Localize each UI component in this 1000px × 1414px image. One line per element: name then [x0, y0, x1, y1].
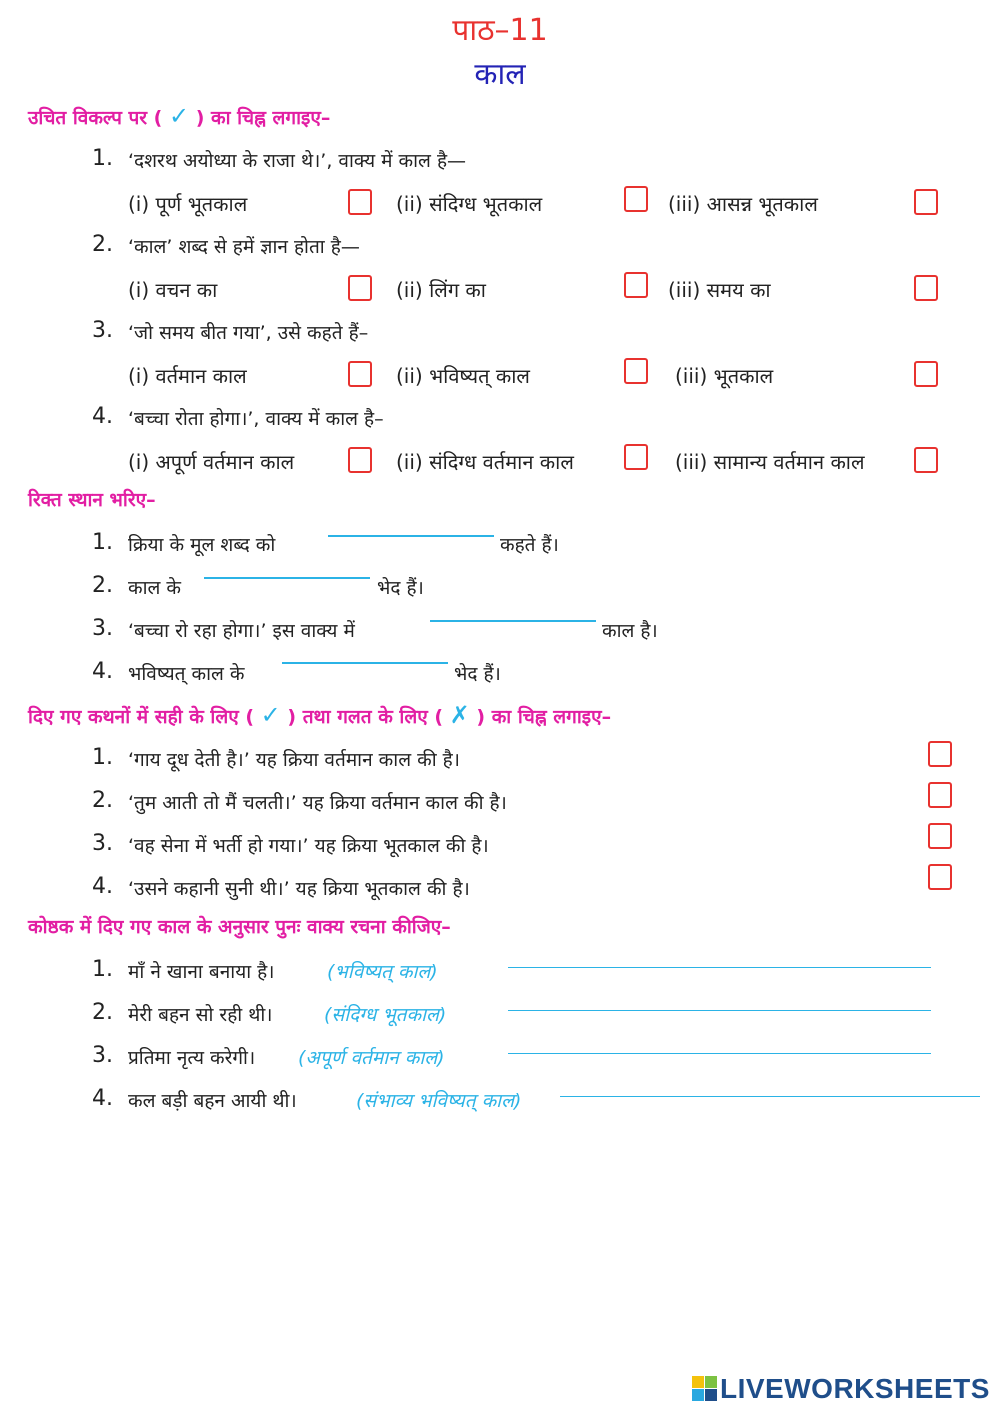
question-number: 4.: [92, 1086, 113, 1111]
liveworksheets-grid-icon: [692, 1376, 718, 1402]
statement-text: ‘वह सेना में भर्ती हो गया।’ यह क्रिया भूतकाल की है।: [128, 835, 489, 857]
check-icon: ✓: [168, 102, 190, 130]
question-text: ‘काल’ शब्द से हमें ज्ञान होता है—: [128, 236, 360, 258]
true-false-box[interactable]: [928, 823, 952, 849]
question-number: 2.: [92, 573, 113, 598]
question-number: 2.: [92, 788, 113, 813]
cross-icon: ✗: [449, 701, 470, 729]
true-false-box[interactable]: [928, 782, 952, 808]
option-label: (iii) समय का: [668, 278, 771, 302]
statement-text: ‘उसने कहानी सुनी थी।’ यह क्रिया भूतकाल की है।: [128, 878, 470, 900]
sentence-before: काल के: [128, 577, 182, 599]
statement-text: ‘तुम आती तो मैं चलती।’ यह क्रिया वर्तमान काल की है।: [128, 792, 507, 814]
page-subtitle: काल: [474, 57, 526, 92]
page-title: पाठ–11: [452, 13, 548, 48]
liveworksheets-logo: [692, 1373, 990, 1405]
answer-input[interactable]: [508, 1010, 931, 1011]
option-label: (ii) लिंग का: [396, 278, 486, 302]
answer-input[interactable]: [508, 1053, 931, 1054]
answer-checkbox[interactable]: [914, 189, 938, 215]
sentence-text: मेरी बहन सो रही थी।: [128, 1004, 273, 1026]
true-false-box[interactable]: [928, 741, 952, 767]
question-number: 1.: [92, 957, 113, 982]
sentence-text: माँ ने खाना बनाया है।: [128, 961, 275, 983]
question-number: 3.: [92, 831, 113, 856]
answer-checkbox[interactable]: [914, 447, 938, 473]
section3-heading-post: ) का चिह्न लगाइए–: [476, 706, 612, 728]
tense-hint: (संभाव्य भविष्यत् काल): [356, 1090, 522, 1112]
sentence-after: काल है।: [602, 620, 658, 642]
answer-checkbox[interactable]: [624, 444, 648, 470]
answer-checkbox[interactable]: [348, 275, 372, 301]
option-label: (iii) भूतकाल: [675, 364, 774, 388]
answer-checkbox[interactable]: [348, 447, 372, 473]
statement-text: ‘गाय दूध देती है।’ यह क्रिया वर्तमान काल की है।: [128, 749, 460, 771]
sentence-after: कहते हैं।: [500, 534, 559, 556]
question-number: 2.: [92, 1000, 113, 1025]
answer-checkbox[interactable]: [624, 358, 648, 384]
true-false-box[interactable]: [928, 864, 952, 890]
question-number: 1.: [92, 146, 113, 171]
option-label: (i) पूर्ण भूतकाल: [128, 192, 248, 216]
sentence-after: भेद हैं।: [454, 663, 501, 685]
question-number: 4.: [92, 659, 113, 684]
answer-checkbox[interactable]: [914, 361, 938, 387]
answer-input[interactable]: [508, 967, 931, 968]
sentence-text: कल बड़ी बहन आयी थी।: [128, 1090, 297, 1112]
fill-blank-input[interactable]: [328, 535, 494, 537]
option-label: (ii) संदिग्ध वर्तमान काल: [396, 450, 574, 474]
section3-heading-mid: ) तथा गलत के लिए (: [287, 706, 444, 728]
question-number: 3.: [92, 616, 113, 641]
section2-heading: रिक्त स्थान भरिए–: [28, 489, 156, 511]
section3-heading-pre: दिए गए कथनों में सही के लिए (: [28, 706, 255, 728]
option-label: (ii) भविष्यत् काल: [396, 364, 530, 388]
fill-blank-input[interactable]: [282, 662, 448, 664]
tense-hint: (अपूर्ण वर्तमान काल): [298, 1047, 445, 1069]
sentence-before: ‘बच्चा रो रहा होगा।’ इस वाक्य में: [128, 620, 355, 642]
question-number: 4.: [92, 874, 113, 899]
question-number: 3.: [92, 318, 113, 343]
section1-heading-post: ) का चिह्न लगाइए–: [195, 107, 331, 129]
answer-checkbox[interactable]: [914, 275, 938, 301]
question-number: 2.: [92, 232, 113, 257]
fill-blank-input[interactable]: [430, 620, 596, 622]
answer-checkbox[interactable]: [624, 186, 648, 212]
section1-heading-pre: उचित विकल्प पर (: [28, 107, 163, 129]
tense-hint: (भविष्यत् काल): [327, 961, 438, 983]
section4-heading: कोष्ठक में दिए गए काल के अनुसार पुनः वाक्य रचना कीजिए–: [28, 916, 451, 938]
sentence-before: भविष्यत् काल के: [128, 663, 245, 685]
answer-input[interactable]: [560, 1096, 980, 1097]
sentence-text: प्रतिमा नृत्य करेगी।: [128, 1047, 256, 1069]
option-label: (i) वर्तमान काल: [128, 364, 247, 388]
question-number: 3.: [92, 1043, 113, 1068]
logo-text: LIVEWORKSHEETS: [720, 1373, 990, 1404]
question-number: 1.: [92, 745, 113, 770]
question-number: 1.: [92, 530, 113, 555]
answer-checkbox[interactable]: [624, 272, 648, 298]
option-label: (iii) आसन्न भूतकाल: [668, 192, 818, 216]
tense-hint: (संदिग्ध भूतकाल): [324, 1004, 447, 1026]
question-text: ‘दशरथ अयोध्या के राजा थे।’, वाक्य में काल है—: [128, 150, 467, 172]
sentence-after: भेद हैं।: [377, 577, 424, 599]
question-text: ‘जो समय बीत गया’, उसे कहते हैं–: [128, 322, 369, 344]
question-number: 4.: [92, 404, 113, 429]
option-label: (iii) सामान्य वर्तमान काल: [675, 450, 865, 474]
sentence-before: क्रिया के मूल शब्द को: [128, 534, 276, 556]
option-label: (i) वचन का: [128, 278, 218, 302]
fill-blank-input[interactable]: [204, 577, 370, 579]
section3-heading: [28, 701, 611, 729]
section1-heading: [28, 102, 330, 130]
answer-checkbox[interactable]: [348, 361, 372, 387]
option-label: (ii) संदिग्ध भूतकाल: [396, 192, 543, 216]
check-icon: ✓: [260, 701, 281, 729]
answer-checkbox[interactable]: [348, 189, 372, 215]
question-text: ‘बच्चा रोता होगा।’, वाक्य में काल है–: [128, 408, 384, 430]
option-label: (i) अपूर्ण वर्तमान काल: [128, 450, 295, 474]
